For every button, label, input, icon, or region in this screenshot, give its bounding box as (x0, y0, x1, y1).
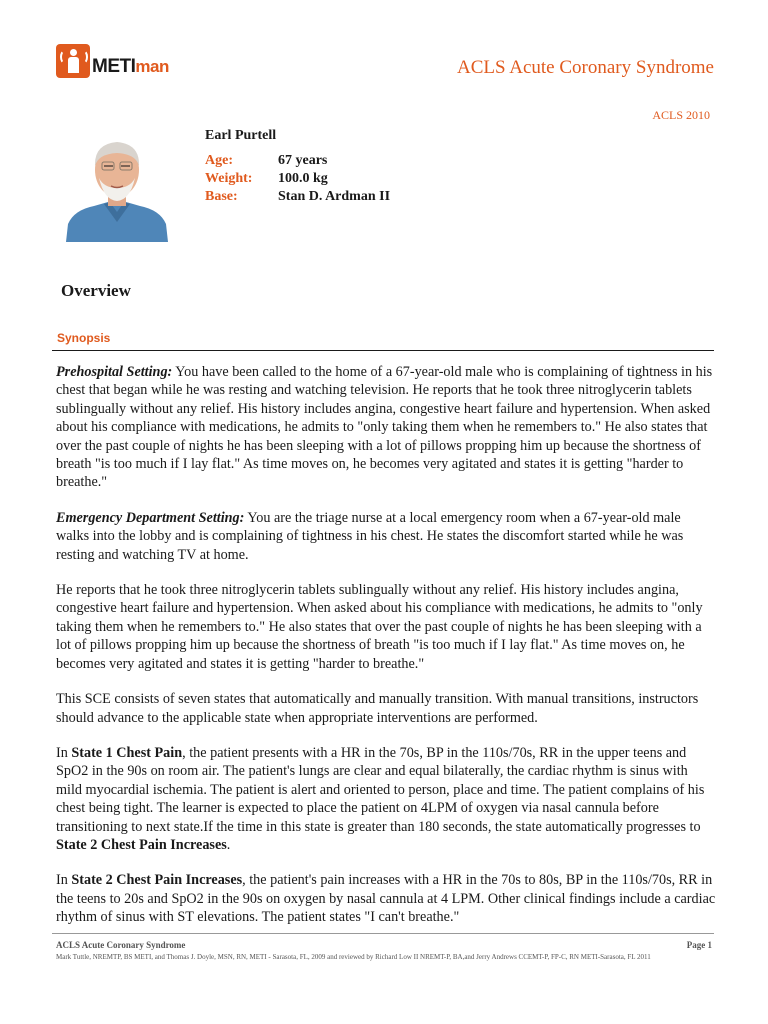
paragraph-prehospital (56, 363, 716, 492)
synopsis-body (56, 363, 716, 944)
footer-page-number: Page 1 (686, 940, 712, 950)
patient-info-table (205, 152, 390, 206)
state2-pre: In (56, 872, 72, 889)
footer-divider (52, 933, 714, 934)
emergency-lead: Emergency Department Setting: (56, 509, 245, 526)
state2-text: , the patient's pain increases with a HR in the 70s to 80s, BP in the 110s/70s, RR in the teens to 20s and SpO2 in the 90s on oxygen by nasal cannula at 4 LPM. Other clinical findings include a cardiac rhythm of sinus with ST elevations. The patient states "I can't breathe." (56, 872, 716, 926)
weight-label: Weight: (205, 171, 253, 186)
age-label: Age: (205, 153, 233, 168)
patient-name: Earl Purtell (205, 128, 277, 143)
state1-pre: In (56, 744, 72, 761)
base-label: Base: (205, 189, 238, 204)
paragraph-history: He reports that he took three nitroglycerin tablets sublingually without any relief. His history includes angina, congestive heart failure and hypertension. When asked about his compliance with medications, he admits to "only taking them when he remembers to." He also states that over the past couple of nights he has been sleeping with a lot of pillows propping him up because the shortness of breath "is too much if I lay flat." As time moves on, he becomes very agitated and states it is getting "harder to breathe." (56, 582, 703, 672)
emergency-text: You are the triage nurse at a local emergency room when a 67-year-old male walks into the lobby and is complaining of tightness in his chest. He states the discomfort started while he was resting and watching TV at home. (56, 509, 684, 563)
section-divider (52, 350, 714, 351)
patient-base-row (205, 188, 390, 206)
prehospital-text: You have been called to the home of a 67-year-old male who is complaining of tightness in his chest that began while he was resting and watching television. He reports that he took three nitroglycerin tablets sublingually without any relief. His history includes angina, congestive heart failure and hypertension. When asked about his compliance with medications, he admits to "only taking them when he remembers to." He also states that over the past couple of nights he has been sleeping with a lot of pillows propping him up because the shortness of breath "is too much if I lay flat." As time moves on, he becomes very agitated and states it is getting "harder to breathe." (56, 364, 713, 491)
section-title: Overview (61, 281, 131, 300)
subsection-title: Synopsis (57, 331, 111, 345)
logo-wordmark (92, 56, 169, 78)
base-value: Stan D. Ardman II (278, 189, 391, 204)
age-value: 67 years (278, 153, 328, 168)
paragraph-states-intro: This SCE consists of seven states that automatically and manually transition. With manual transitions, instructors should advance to the applicable state when appropriate interventions are performed. (56, 691, 699, 726)
footer-credits: Mark Tuttle, NREMTP, BS METI, and Thomas J. Doyle, MSN, RN, METI - Sarasota, FL, 2009 and reviewed by Richard Low II NREMT-P, BA,and Jerry Andrews CCEMT-P, FP-C, RN METI-Sarasota, FL 2011 (56, 953, 651, 961)
logo-text-meti: METI (92, 56, 136, 77)
prehospital-lead: Prehospital Setting: (56, 364, 173, 380)
state1-name: State 1 Chest Pain (71, 744, 183, 761)
patient-photo (64, 126, 170, 242)
state1-next-state: State 2 Chest Pain Increases (56, 836, 227, 853)
state1-text: , the patient presents with a HR in the 70s, BP in the 110s/70s, RR in the upper teens and SpO2 in the 90s on room air. The patient's lungs are clear and equal bilaterally, the cardiac rhythm is sinus with mild myocardial ischemia. The patient is alert and oriented to person, place and time. The patient complains of his chest being tight. The learner is expected to place the patient on 4LPM of oxygen via nasal cannula before transitioning to next state.If the time in this state is greater than 180 seconds, the state automatically progresses to (56, 744, 705, 835)
footer-title: ACLS Acute Coronary Syndrome (56, 940, 186, 950)
state2-name: State 2 Chest Pain Increases (71, 872, 243, 889)
paragraph-emergency (56, 509, 716, 564)
logo-text-man: man (135, 57, 169, 76)
patient-weight-row (205, 170, 390, 188)
state1-end: . (226, 836, 231, 853)
document-version: ACLS 2010 (652, 108, 710, 122)
patient-age-row (205, 152, 390, 170)
meti-man-logo-icon (56, 44, 90, 78)
paragraph-state-2 (56, 871, 716, 926)
paragraph-state-1 (56, 744, 716, 854)
document-title: ACLS Acute Coronary Syndrome (456, 57, 714, 78)
weight-value: 100.0 kg (278, 171, 328, 186)
meti-logo (56, 44, 186, 84)
